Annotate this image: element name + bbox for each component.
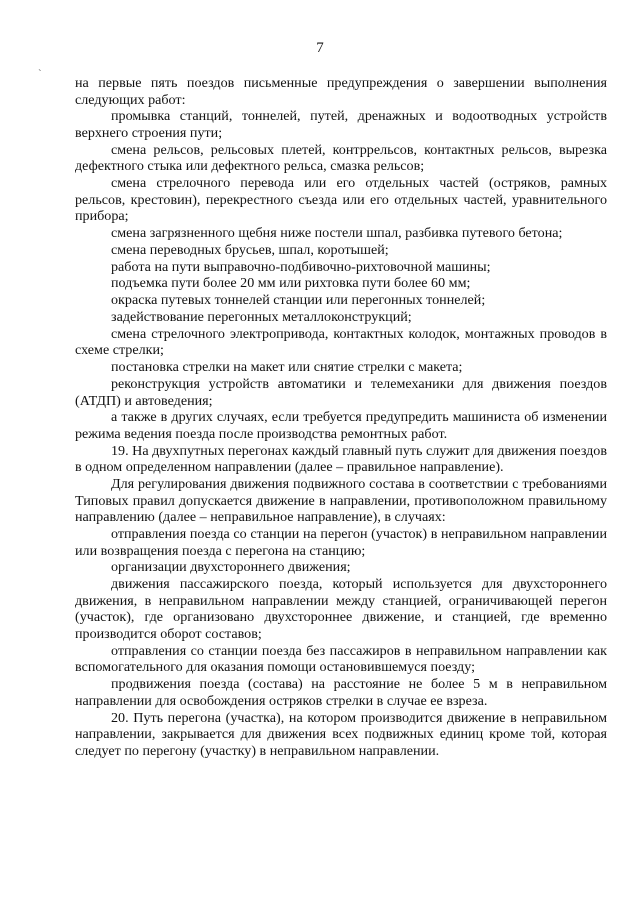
paragraph: на первые пять поездов письменные предупреждения о завершении выполнения следующих работ: [75,75,607,108]
paragraph: 19. На двухпутных перегонах каждый главный путь служит для движения поездов в одном определенном направлении (далее – правильное направление). [75,442,607,476]
stray-mark: ` [38,68,42,80]
paragraph: промывка станций, тоннелей, путей, дренажных и водоотводных устройств верхнего строения пути; [75,108,607,141]
paragraph: смена стрелочного электропривода, контактных колодок, монтажных проводов в схеме стрелки; [75,325,607,359]
paragraph: работа на пути выправочно-подбивочно-рихтовочной машины; [111,258,491,275]
paragraph: отправления поезда со станции на перегон (участок) в неправильном направлении или возвращения поезда с перегона на станцию; [75,526,607,559]
paragraph: постановка стрелки на макет или снятие стрелки с макета; [111,359,463,376]
paragraph: реконструкция устройств автоматики и телемеханики для движения поездов (АТДП) и автоведения; [75,375,607,409]
document-body [75,75,607,759]
paragraph: смена стрелочного перевода или его отдельных частей (остряков, рамных рельсов, крестовин), перекрестного съезда или его отдельных частей, уравнительного прибора; [75,175,607,225]
paragraph: 20. Путь перегона (участка), на котором производится движение в неправильном направлении, закрывается для движения всех подвижных единиц кроме той, которая следует по перегону (участку) в неправильном направлении. [75,709,607,759]
paragraph: отправления со станции поезда без пассажиров в неправильном направлении как вспомогательного для оказания помощи остановившемуся поезду; [75,642,607,676]
paragraph: подъемка пути более 20 мм или рихтовка пути более 60 мм; [111,275,471,292]
paragraph: смена переводных брусьев, шпал, коротышей; [111,241,389,258]
paragraph: задействование перегонных металлоконструкций; [111,309,412,325]
paragraph: продвижения поезда (состава) на расстояние не более 5 м в неправильном направлении для освобождения остряков стрелки в случае ее взреза. [75,676,607,709]
paragraph: а также в других случаях, если требуется предупредить машиниста об изменении режима ведения поезда после производства ремонтных работ. [75,409,607,442]
page-number: 7 [316,40,324,56]
paragraph: окраска путевых тоннелей станции или перегонных тоннелей; [111,292,486,309]
paragraph: Для регулирования движения подвижного состава в соответствии с требованиями Типовых правил допускается движение в направлении, противоположном правильному направлению (далее – неправильное направление), в случаях: [75,476,607,526]
paragraph: движения пассажирского поезда, который используется для двухстороннего движения, в неправильном направлении между станцией, ограничивающей перегон (участок), где организовано двухстороннее движение, и станцией, где временно производится оборот составов; [75,576,607,642]
paragraph: смена загрязненного щебня ниже постели шпал, разбивка путевого бетона; [111,225,563,242]
paragraph: организации двухстороннего движения; [111,559,351,576]
paragraph: смена рельсов, рельсовых плетей, контррельсов, контактных рельсов, вырезка дефектного стыка или дефектного рельса, смазка рельсов; [75,141,607,175]
